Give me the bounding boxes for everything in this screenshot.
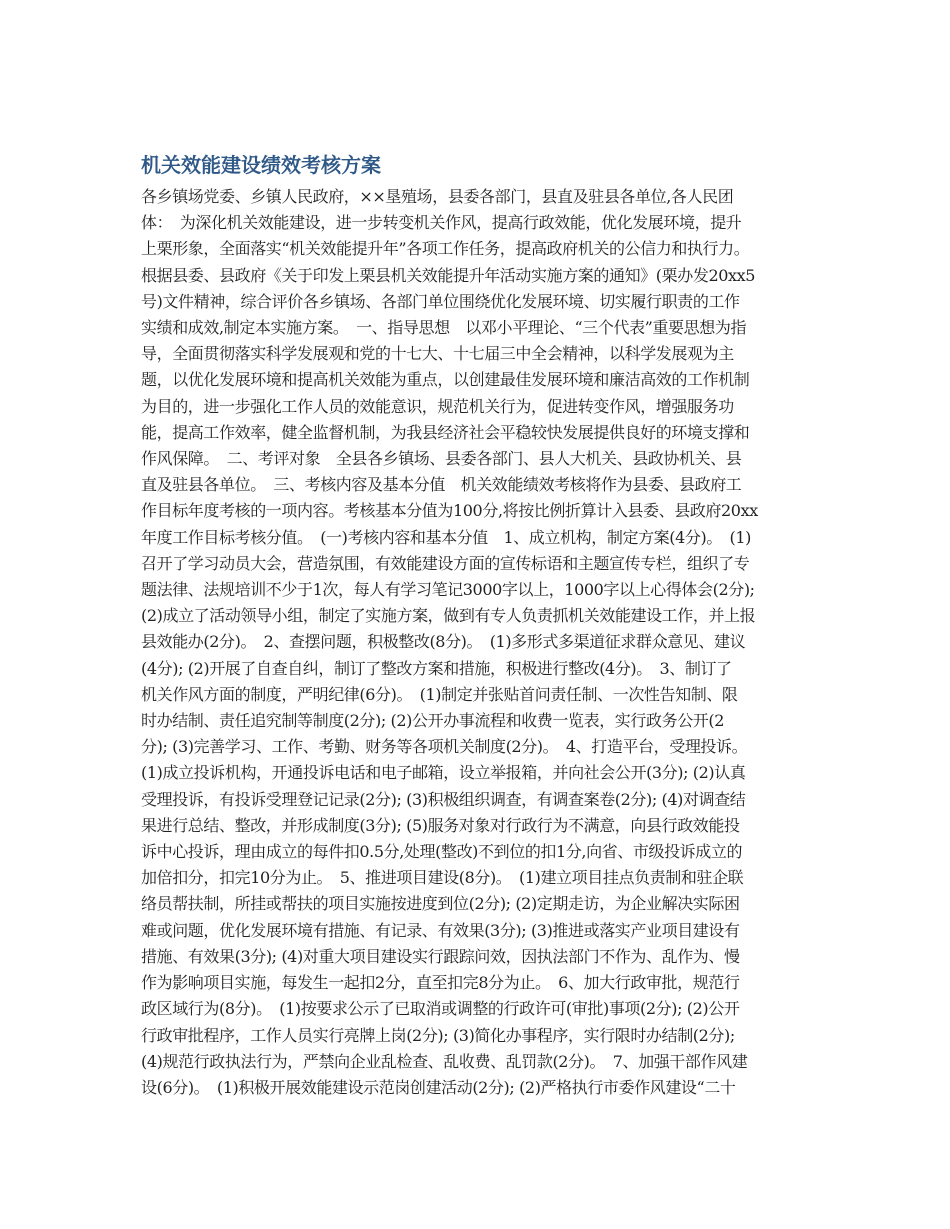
body-text-line: 政区域行为(8分)。 (1)按要求公示了已取消或调整的行政许可(审批)事项(2分); (2)公开 [141,999,740,1019]
body-text-line: 作风保障。 二、考评对象 全县各乡镇场、县委各部门、县人大机关、县政协机关、县 [141,449,742,469]
body-text-line: 设(6分)。 (1)积极开展效能建设示范岗创建活动(2分); (2)严格执行市委作风建设“二十 [141,1077,736,1097]
body-text-line: 分); (3)完善学习、工作、考勤、财务等各项机关制度(2分)。 4、打造平台，受理投诉。 [141,737,748,757]
body-text-line: 体： 为深化机关效能建设，进一步转变机关作风，提高行政效能，优化发展环境，提升 [141,213,742,233]
body-text-line: 题，以优化发展环境和提高机关效能为重点，以创建最佳发展环境和廉洁高效的工作机制 [141,370,750,390]
body-text-line: 能，提高工作效率，健全监督机制，为我县经济社会平稳较快发展提供良好的环境支撑和 [141,422,750,442]
body-text-line: 受理投诉，有投诉受理登记记录(2分); (3)积极组织调查，有调查案卷(2分); (4)对调查结 [141,789,746,809]
body-text-line: 加倍扣分，扣完10分为止。 5、推进项目建设(8分)。 (1)建立项目挂点负责制和驻企联 [141,868,744,888]
body-text-line: (1)成立投诉机构，开通投诉电话和电子邮箱，设立举报箱，并向社会公开(3分); (2)认真 [141,763,746,783]
document-body [141,184,821,1101]
body-text-line: 年度工作目标考核分值。 (一)考核内容和基本分值 1、成立机构，制定方案(4分)。 (1) [141,527,751,547]
body-text-line: 各乡镇场党委、乡镇人民政府，××垦殖场，县委各部门，县直及驻县各单位,各人民团 [141,187,734,206]
body-text-line: 召开了学习动员大会，营造氛围，有效能建设方面的宣传标语和主题宣传专栏，组织了专 [141,553,750,573]
body-text-line: 难或问题，优化发展环境有措施、有记录、有效果(3分); (3)推进或落实产业项目建设有 [141,920,740,940]
body-text-line: 实绩和成效,制定本实施方案。 一、指导思想 以邓小平理论、“三个代表”重要思想为指 [141,318,747,338]
body-text-line: 诉中心投诉，理由成立的每件扣0.5分,处理(整改)不到位的扣1分,向省、市级投诉成立的 [141,842,743,862]
body-text-line: 为目的，进一步强化工作人员的效能意识，规范机关行为，促进转变作风，增强服务功 [141,396,734,416]
body-text-line: 县效能办(2分)。 2、查摆问题，积极整改(8分)。 (1)多形式多渠道征求群众意见、建议 [141,632,746,652]
body-text-line: 直及驻县各单位。 三、考核内容及基本分值 机关效能绩效考核将作为县委、县政府工 [141,475,742,495]
body-text-line: 行政审批程序，工作人员实行亮牌上岗(2分); (3)简化办事程序，实行限时办结制(2分); [141,1025,735,1045]
body-text-line: 机关作风方面的制度，严明纪律(6分)。 (1)制定并张贴首问责任制、一次性告知制、限 [141,684,738,704]
body-text-line: 上栗形象，全面落实“机关效能提升年”各项工作任务，提高政府机关的公信力和执行力。 [141,239,750,259]
body-text-line: 根据县委、县政府《关于印发上栗县机关效能提升年活动实施方案的通知》(栗办发20xx5 [141,265,756,285]
body-text-line: 作目标年度考核的一项内容。考核基本分值为100分,将按比例折算计入县委、县政府20xx [141,501,758,521]
body-text-line: (4)规范行政执法行为，严禁向企业乱检查、乱收费、乱罚款(2分)。 7、加强干部作风建 [141,1051,748,1071]
body-text-line: 果进行总结、整改，并形成制度(3分); (5)服务对象对行政行为不满意，向县行政效能投 [141,815,740,835]
body-text-line: 作为影响项目实施，每发生一起扣2分，直至扣完8分为止。 6、加大行政审批，规范行 [141,973,740,993]
body-text-line: (4分); (2)开展了自查自纠，制订了整改方案和措施，积极进行整改(4分)。 3、制订了 [141,658,732,678]
body-text-line: 时办结制、责任追究制等制度(2分); (2)公开办事流程和收费一览表，实行政务公开(2 [141,711,725,731]
body-text-line: 络员帮扶制，所挂或帮扶的项目实施按进度到位(2分); (2)定期走访，为企业解决实际困 [141,894,740,914]
body-text-line: 号)文件精神，综合评价各乡镇场、各部门单位围绕优化发展环境、切实履行职责的工作 [141,291,740,311]
body-text-line: (2)成立了活动领导小组，制定了实施方案，做到有专人负责抓机关效能建设工作，并上报 [141,606,756,626]
body-text-line: 题法律、法规培训不少于1次，每人有学习笔记3000字以上，1000字以上心得体会(2分); [141,580,755,600]
body-text-line: 导，全面贯彻落实科学发展观和党的十七大、十七届三中全会精神，以科学发展观为主 [141,344,734,364]
body-text-line: 措施、有效果(3分); (4)对重大项目建设实行跟踪问效，因执法部门不作为、乱作为、慢 [141,946,740,966]
document-title: 机关效能建设绩效考核方案 [141,153,381,177]
